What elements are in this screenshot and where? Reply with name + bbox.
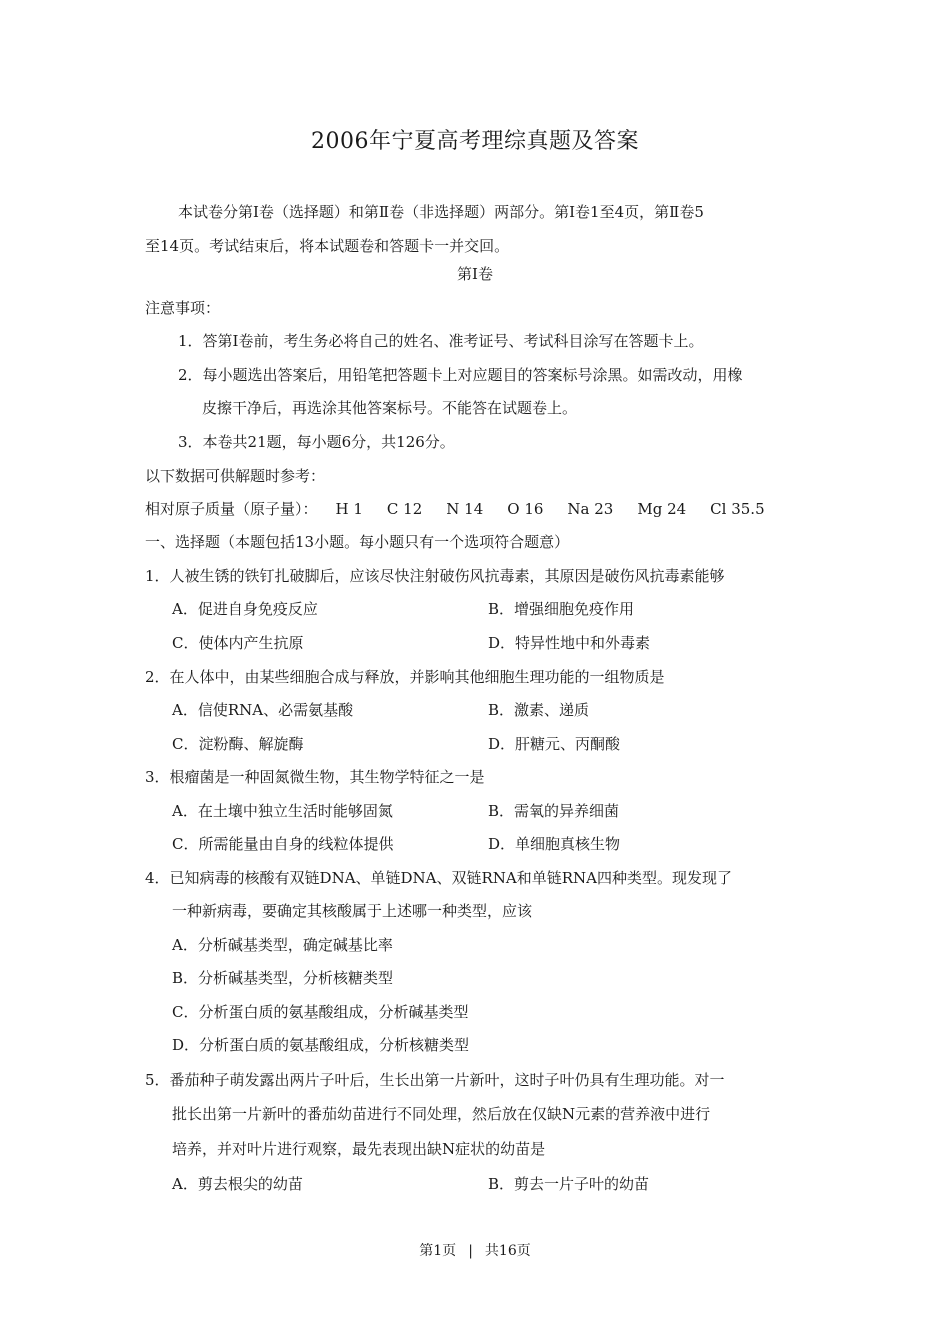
question-2-option-b: B．激素、递质 bbox=[488, 701, 590, 719]
question-3-option-d: D．单细胞真核生物 bbox=[488, 835, 621, 853]
notice-item-2: 2．每小题选出答案后，用铅笔把答题卡上对应题目的答案标号涂黑。如需改动，用橡 bbox=[178, 366, 743, 384]
question-1-option-d: D．特异性地中和外毒素 bbox=[488, 634, 651, 652]
question-2-option-d: D．肝糖元、丙酮酸 bbox=[488, 735, 621, 753]
question-4-option-d: D．分析蛋白质的氨基酸组成，分析核糖类型 bbox=[172, 1036, 470, 1054]
question-5-stem-line-1: 5．番茄种子萌发露出两片子叶后，生长出第一片新叶，这时子叶仍具有生理功能。对一 bbox=[145, 1071, 725, 1089]
atomic-mass-h: H 1 bbox=[335, 500, 363, 518]
question-2-stem: 2．在人体中，由某些细胞合成与释放，并影响其他细胞生理功能的一组物质是 bbox=[145, 668, 665, 686]
atomic-mass-o: O 16 bbox=[507, 500, 544, 518]
page-footer bbox=[0, 1240, 950, 1260]
document-title: 2006年宁夏高考理综真题及答案 bbox=[311, 129, 639, 154]
question-1-option-b: B．增强细胞免疫作用 bbox=[488, 600, 635, 618]
question-4-option-a: A．分析碱基类型，确定碱基比率 bbox=[172, 936, 393, 954]
question-1-option-c: C．使体内产生抗原 bbox=[172, 634, 304, 652]
notice-title: 注意事项： bbox=[145, 299, 221, 317]
question-4-option-b: B．分析碱基类型，分析核糖类型 bbox=[172, 969, 394, 987]
atomic-mass-cl: Cl 35.5 bbox=[710, 500, 765, 518]
notice-item-1: 1．答第Ⅰ卷前，考生务必将自己的姓名、准考证号、考试科目涂写在答题卡上。 bbox=[178, 332, 704, 350]
question-5-stem-line-3: 培养，并对叶片进行观察，最先表现出缺N症状的幼苗是 bbox=[172, 1140, 546, 1158]
page-number: 第1页 bbox=[419, 1243, 457, 1259]
notice-item-3: 3．本卷共21题，每小题6分，共126分。 bbox=[178, 433, 455, 451]
question-4-stem-line-1: 4．已知病毒的核酸有双链DNA、单链DNA、双链RNA和单链RNA四种类型。现发现了 bbox=[145, 869, 733, 887]
reference-line: 以下数据可供解题时参考： bbox=[145, 467, 326, 485]
question-3-stem: 3．根瘤菌是一种固氮微生物，其生物学特征之一是 bbox=[145, 768, 485, 786]
question-4-option-c: C．分析蛋白质的氨基酸组成，分析碱基类型 bbox=[172, 1003, 469, 1021]
question-3-option-b: B．需氧的异养细菌 bbox=[488, 802, 620, 820]
question-1-option-a: A．促进自身免疫反应 bbox=[172, 600, 318, 618]
intro-line-2: 至14页。考试结束后，将本试题卷和答题卡一并交回。 bbox=[145, 237, 510, 255]
footer-separator: | bbox=[468, 1243, 473, 1259]
question-5-option-b: B．剪去一片子叶的幼苗 bbox=[488, 1175, 650, 1193]
question-2-option-a: A．信使RNA、必需氨基酸 bbox=[172, 701, 354, 719]
question-2-option-c: C．淀粉酶、解旋酶 bbox=[172, 735, 304, 753]
atomic-mass-line bbox=[145, 499, 789, 519]
atomic-mass-na: Na 23 bbox=[567, 500, 614, 518]
atomic-mass-mg: Mg 24 bbox=[637, 500, 687, 518]
question-1-stem: 1．人被生锈的铁钉扎破脚后，应该尽快注射破伤风抗毒素，其原因是破伤风抗毒素能够 bbox=[145, 567, 725, 585]
question-3-option-a: A．在土壤中独立生活时能够固氮 bbox=[172, 802, 393, 820]
question-3-option-c: C．所需能量由自身的线粒体提供 bbox=[172, 835, 394, 853]
notice-item-2-cont: 皮擦干净后，再选涂其他答案标号。不能答在试题卷上。 bbox=[202, 399, 578, 417]
intro-line-1: 本试卷分第Ⅰ卷（选择题）和第Ⅱ卷（非选择题）两部分。第Ⅰ卷1至4页，第Ⅱ卷5 bbox=[178, 203, 704, 221]
section-heading: 第Ⅰ卷 bbox=[457, 265, 493, 283]
atomic-mass-c: C 12 bbox=[386, 500, 423, 518]
atomic-mass-label: 相对原子质量（原子量）： bbox=[145, 500, 318, 518]
atomic-mass-n: N 14 bbox=[446, 500, 484, 518]
question-5-option-a: A．剪去根尖的幼苗 bbox=[172, 1175, 303, 1193]
question-4-stem-line-2: 一种新病毒，要确定其核酸属于上述哪一种类型，应该 bbox=[172, 902, 533, 920]
total-pages: 共16页 bbox=[484, 1243, 531, 1259]
question-5-stem-line-2: 批长出第一片新叶的番茄幼苗进行不同处理，然后放在仅缺N元素的营养液中进行 bbox=[172, 1105, 711, 1123]
part-one-title: 一、选择题（本题包括13小题。每小题只有一个选项符合题意） bbox=[145, 533, 570, 551]
